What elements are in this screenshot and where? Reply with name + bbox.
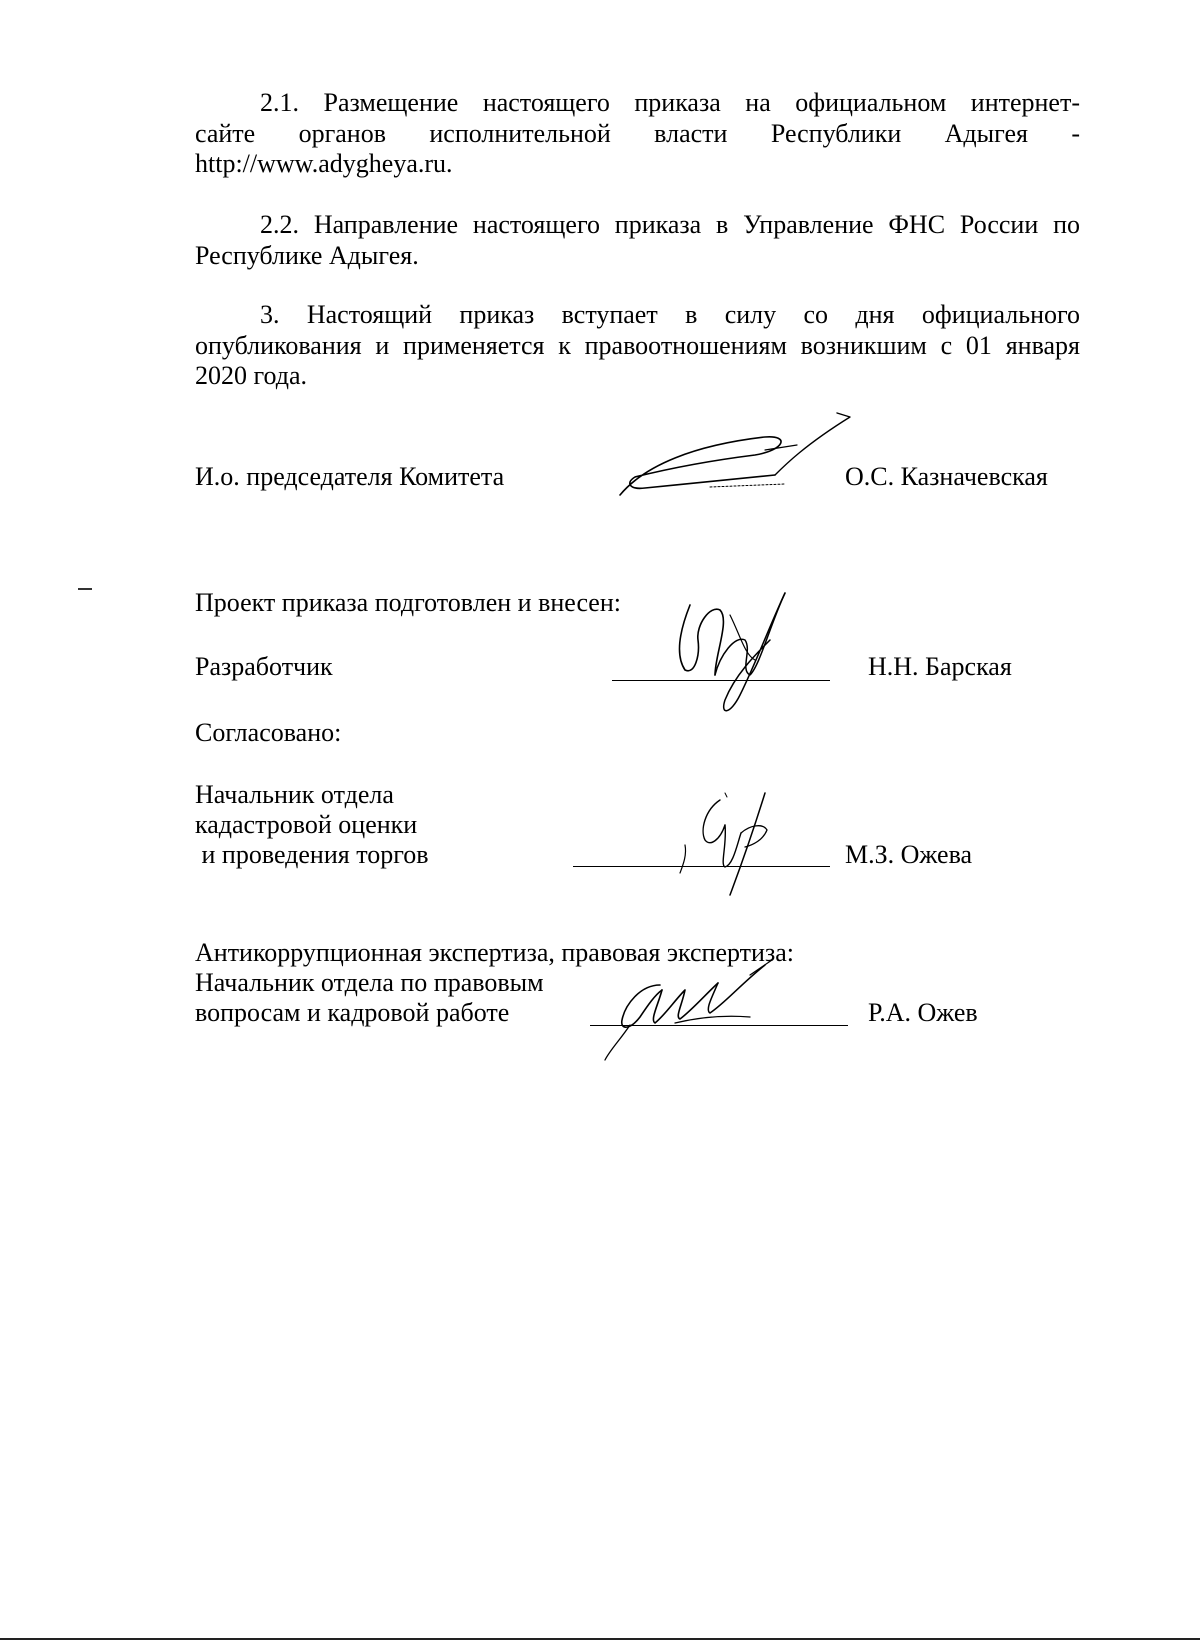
- agreed-name: М.З. Ожева: [845, 840, 973, 869]
- agreed-role-line-3: и проведения торгов: [195, 840, 429, 869]
- expertise-name: Р.А. Ожев: [868, 998, 978, 1027]
- chairman-position: И.о. председателя Комитета: [195, 462, 505, 491]
- agreed-signature: [675, 785, 785, 900]
- expertise-role-line-1: Начальник отдела по правовым: [195, 968, 544, 997]
- paragraph-3: 3. Настоящий приказ вступает в силу со дня официального опубликования и применяется к правоотношениям возникшим с 01 января 2020 года.: [195, 300, 1080, 390]
- scan-bottom-edge: [0, 1638, 1200, 1640]
- scan-mark: [78, 588, 92, 590]
- agreed-role-line-2: кадастровой оценки: [195, 810, 418, 839]
- prepared-heading: Проект приказа подготовлен и внесен:: [195, 588, 621, 617]
- expertise-role-line-2: вопросам и кадровой работе: [195, 998, 510, 1027]
- agreed-role-line-1: Начальник отдела: [195, 780, 394, 809]
- paragraph-2-1: [195, 88, 1080, 180]
- developer-role: Разработчик: [195, 652, 333, 681]
- developer-signature: [660, 585, 810, 720]
- paragraph-2-2: 2.2. Направление настоящего приказа в Управление ФНС России по Республике Адыгея.: [195, 210, 1080, 270]
- agreed-heading: Согласовано:: [195, 718, 342, 747]
- chairman-signature: [615, 405, 865, 505]
- developer-name: Н.Н. Барская: [868, 652, 1012, 681]
- paragraph-2-1-line-1: 2.1. Размещение настоящего приказа на официальном интернет-: [260, 88, 1080, 117]
- paragraph-2-1-line-2: сайте органов исполнительной власти Республики Адыгея -: [195, 118, 1080, 148]
- chairman-name: О.С. Казначевская: [845, 462, 1048, 491]
- expertise-heading: Антикоррупционная экспертиза, правовая экспертиза:: [195, 938, 794, 967]
- paragraph-2-1-line-3: http://www.adygheya.ru.: [195, 149, 453, 178]
- expertise-signature: [600, 955, 780, 1065]
